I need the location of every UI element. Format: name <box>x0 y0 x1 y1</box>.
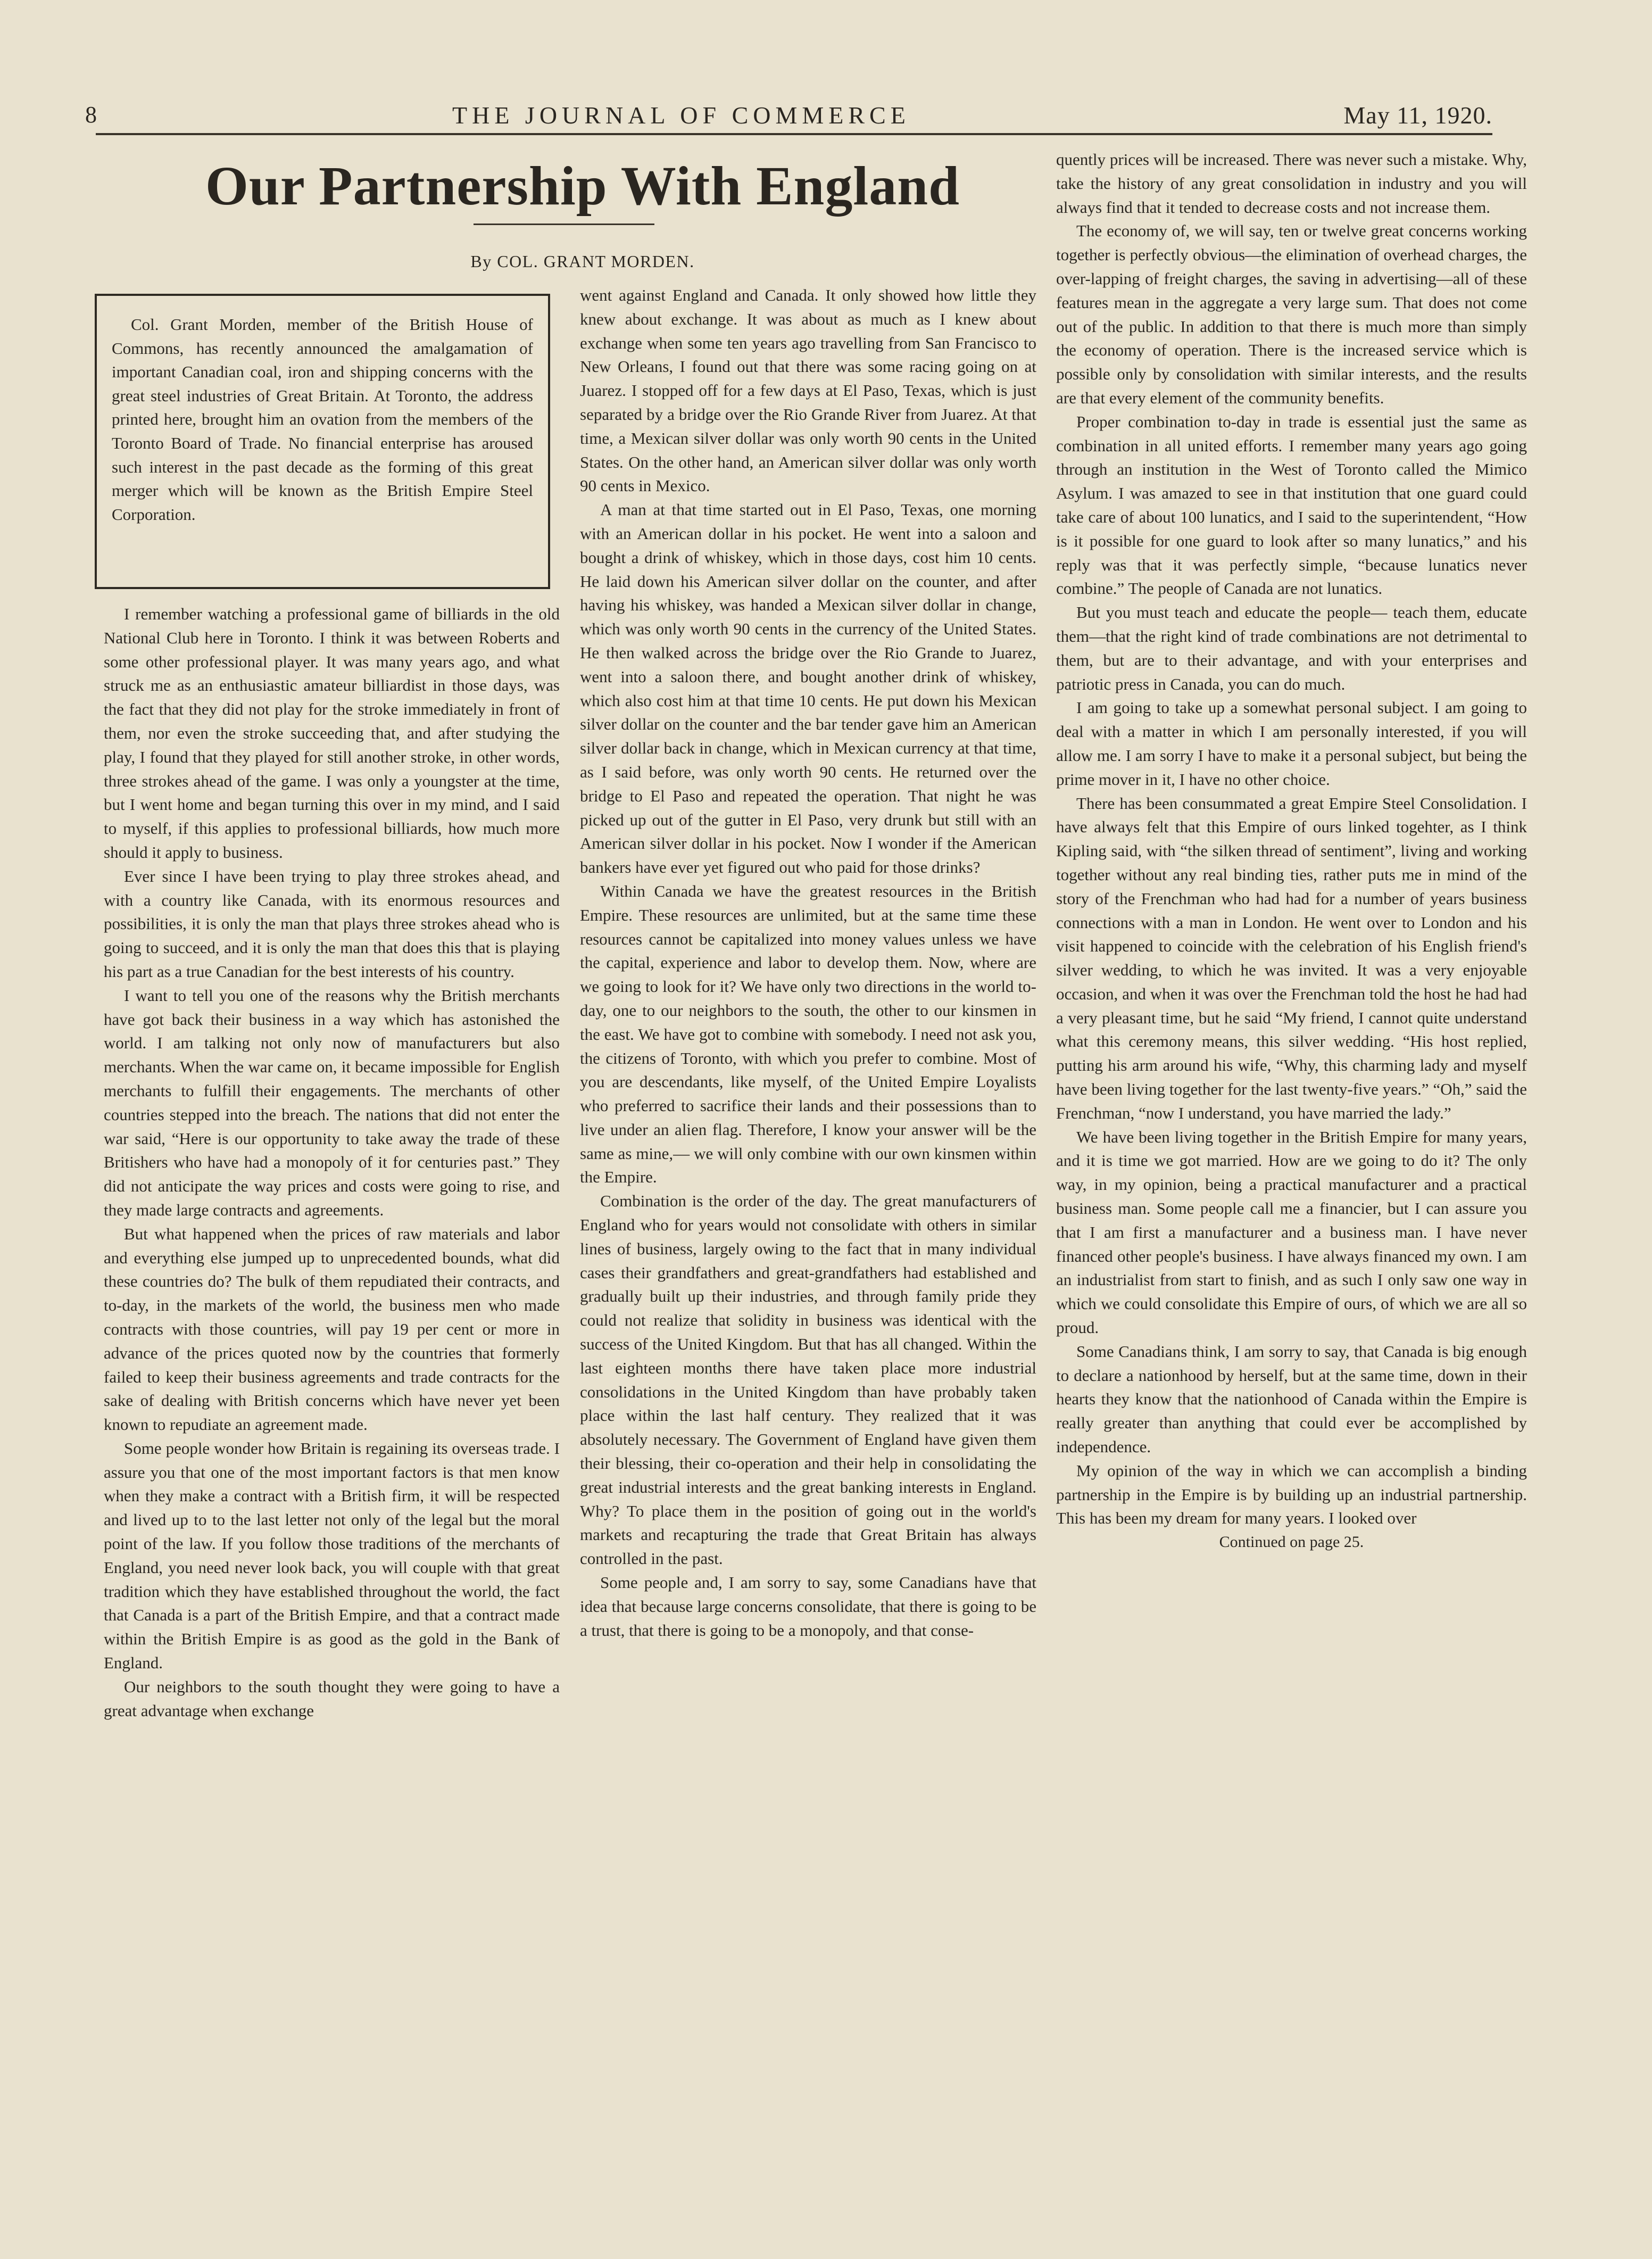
paragraph: My opinion of the way in which we can accomplish a binding partnership in the Empire is by building up an industrial partnership. This has been my dream for many years. I looked over <box>1056 1461 1527 1528</box>
header-rule <box>96 133 1492 135</box>
paragraph: Our neighbors to the south thought they were going to have a great advantage when exchange <box>104 1677 560 1720</box>
issue-date: May 11, 1920. <box>1343 102 1492 129</box>
paragraph: quently prices will be increased. There was never such a mistake. Why, take the history of any great consolidation in industry and you will always find that it tended to decrease costs and not increase them. <box>1056 150 1527 217</box>
paragraph: Some people and, I am sorry to say, some Canadians have that idea that because large concerns consolidate, that there is going to be a trust, that there is going to be a monopoly, and that conse- <box>580 1573 1036 1640</box>
article-title: Our Partnership With England <box>205 155 960 217</box>
journal-title: THE JOURNAL OF COMMERCE <box>452 102 910 129</box>
paragraph: I remember watching a professional game of billiards in the old National Club here in Toronto. I think it was between Roberts and some other professional player. It was many years ago, and what struck me as an enthusiastic amateur billiardist in those days, was the fact that they did not play for the stroke immediately in front of them, nor even the stroke succeeding that, and after studying the play, I found that they played for still another stroke, in other words, three strokes ahead of the game. I was only a youngster at the time, but I went home and began turning this over in my mind, and I said to myself, if this applies to professional billiards, how much more should it apply to business. <box>104 605 560 862</box>
paragraph: A man at that time started out in El Paso, Texas, one morning with an American dollar in his pocket. He went into a saloon and bought a drink of whiskey, which in those days, cost him 10 cents. He laid down his American silver dollar on the counter, and after having his whiskey, was handed a Mexican silver dollar in change, which was only worth 90 cents in the currency of the United States. He then walked across the bridge over the Rio Grande to Juarez, went into a saloon there, and bought another drink of whiskey, which also cost him at that time 10 cents. He put down his Mexican silver dollar on the counter and the bar tender gave him an American silver dollar back in change, which in Mexican currency at that time, as I said before, was only worth 90 cents. He returned over the bridge to El Paso and repeated the operation. That night he was picked up out of the gutter in El Paso, very drunk but still with an American silver dollar in his pocket. Now I wonder if the American bankers have ever yet figured out who paid for those drinks? <box>580 500 1036 877</box>
intro-box <box>95 294 550 589</box>
paragraph: But you must teach and educate the people— teach them, educate them—that the right kind of trade combinations are not detrimental to them, but are to their advantage, and with your enterprises and patriotic press in Canada, you can do much. <box>1056 603 1527 693</box>
paragraph: The economy of, we will say, ten or twelve great concerns working together is perfectly obvious—the elimination of overhead charges, the over-lapping of freight charges, the saving in advertising—all of these features mean in the aggregate a very large sum. That does not come out of the public. In addition to that there is much more than simply the economy of operation. There is the increased service which is possible only by consolidation with similar interests, and the results are that every element of the community benefits. <box>1056 221 1527 407</box>
title-rule <box>474 224 654 225</box>
column-2 <box>580 284 1036 1642</box>
paragraph: Proper combination to-day in trade is essential just the same as combination in all united efforts. I remember many years ago going through an institution in the West of Toronto called the Mimico Asylum. I was amazed to see in that institution that one guard could take care of about 100 lunatics, and I said to the superintendent, “How is it possible for one guard to look after so many lunatics,” and his reply was that it was perfectly simple, “because lunatics never combine.” The people of Canada are not lunatics. <box>1056 412 1527 598</box>
paragraph: Within Canada we have the greatest resources in the British Empire. These resources are unlimited, but at the same time these resources cannot be capitalized into money values unless we have the capital, experience and labor to develop them. Now, where are we going to look for it? We have only two directions in the world to-day, one to our neighbors to the south, the other to our kinsmen in the east. We have got to combine with somebody. I need not ask you, the citizens of Toronto, with which you prefer to combine. Most of you are descendants, like myself, of the United Empire Loyalists who preferred to sacrifice their lands and their possessions than to live under an alien flag. Therefore, I know your answer will be the same as mine,— we will only combine with our own kinsmen within the Empire. <box>580 881 1036 1187</box>
paragraph: went against England and Canada. It only showed how little they knew about exchange. It was about as much as I knew about exchange when some ten years ago travelling from San Francisco to New Orleans, I found out that there was some racing going on at Juarez. I stopped off for a few days at El Paso, Texas, which is just separated by a bridge over the Rio Grande River from Juarez. At that time, a Mexican silver dollar was only worth 90 cents in the United States. On the other hand, an American silver dollar was only worth 90 cents in Mexico. <box>580 286 1036 495</box>
column-1 <box>104 602 560 1723</box>
paragraph: I am going to take up a somewhat personal subject. I am going to deal with a matter in which I am personally interested, if you will allow me. I am sorry I have to make it a personal subject, but being the prime mover in it, I have no other choice. <box>1056 698 1527 789</box>
paragraph: Some people wonder how Britain is regaining its overseas trade. I assure you that one of the most important factors is that men know when they make a contract with a British firm, it will be respected and lived up to to the last letter not only of the legal but the moral point of the law. If you follow those traditions of the merchants of England, you need never look back, you will couple with that great tradition which they have established throughout the world, the fact that Canada is a part of the British Empire, and that a contract made within the British Empire is as good as the gold in the Bank of England. <box>104 1438 560 1673</box>
byline: By COL. GRANT MORDEN. <box>470 252 695 271</box>
intro-text: Col. Grant Morden, member of the British House of Commons, has recently announced the amalgamation of important Canadian coal, iron and shipping concerns with the great steel industries of Great Britain. At Toronto, the address printed here, brought him an ovation from the members of the Toronto Board of Trade. No financial enterprise has aroused such interest in the past decade as the forming of this great merger which will be known as the British Empire Steel Corporation. <box>112 315 533 524</box>
continued-note: Continued on page 25. <box>1219 1533 1364 1551</box>
paragraph: We have been living together in the British Empire for many years, and it is time we got married. How are we going to do it? The only way, in my opinion, being a practical manufacturer and a practical business man. Some people call me a financier, but I can assure you that I am first a manufacturer and a business man. I have never financed other people's business. I have always financed my own. I am an industrialist from start to finish, and as such I only saw one way in which we could consolidate this Empire of ours, of which we are all so proud. <box>1056 1127 1527 1337</box>
paragraph: But what happened when the prices of raw materials and labor and everything else jumped up to unprecedented bounds, what did these countries do? The bulk of them repudiated their contracts, and to-day, in the markets of the world, the business men who made contracts with those countries, will pay 19 per cent or more in advance of the prices quoted now by the countries that formerly failed to keep their business agreements and trade contracts for the sake of dealing with British concerns which have never yet been known to repudiate an agreement made. <box>104 1224 560 1434</box>
page-number: 8 <box>85 102 98 128</box>
paragraph: Ever since I have been trying to play three strokes ahead, and with a country like Canada, with its enormous resources and possibilities, it is only the man that plays three strokes ahead who is going to succeed, and it is only the man that does this that is playing his part as a true Canadian for the best interests of his country. <box>104 866 560 981</box>
column-3 <box>1056 148 1527 1554</box>
paragraph: I want to tell you one of the reasons why the British merchants have got back their business in a way which has astonished the world. I am talking not only now of manufacturers but also merchants. When the war came on, it became impossible for English merchants to fulfill their engagements. The merchants of other countries stepped into the breach. The nations that did not enter the war said, “Here is our opportunity to take away the trade of these Britishers who have had a monopoly of it for centuries past.” They did not anticipate the way prices and costs were going to rise, and they made large contracts and agreements. <box>104 986 560 1219</box>
paragraph: Combination is the order of the day. The great manufacturers of England who for years would not consolidate with others in similar lines of business, largely owing to the fact that in many individual cases their grandfathers and great-grandfathers had established and gradually built up their industries, and through family pride they could not realize that solidity in business was identical with the success of the United Kingdom. But that has all changed. Within the last eighteen months there have taken place more industrial consolidations in the United Kingdom than have probably taken place within the last half century. They realized that it was absolutely necessary. The Government of England have given them their blessing, their co-operation and their help in consolidating the great industrial interests and the great banking interests in England. Why? To place them in the position of going out in the world's markets and recapturing the trade that Great Britain has always controlled in the past. <box>580 1191 1036 1568</box>
paragraph: There has been consummated a great Empire Steel Consolidation. I have always felt that this Empire of ours linked togehter, as I think Kipling said, with “the silken thread of sentiment”, living and working together without any real binding ties, rather puts me in mind of the story of the Frenchman who had had for a number of years business connections with a man in London. He went over to London and his visit happened to coincide with the celebration of his English friend's silver wedding, to which he was invited. It was a very enjoyable occasion, and when it was over the Frenchman told the host he had had a very pleasant time, but he said “My friend, I cannot quite understand what this ceremony means, this silver wedding. “His host replied, putting his arm around his wife, “Why, this charming lady and myself have been living together for the last twenty-five years.” “Oh,” said the Frenchman, “now I understand, you have married the lady.” <box>1056 793 1527 1122</box>
paragraph: Some Canadians think, I am sorry to say, that Canada is big enough to declare a nationhood by herself, but at the same time, down in their hearts they know that the nationhood of Canada within the Empire is really greater than anything that could ever be accomplished by independence. <box>1056 1342 1527 1457</box>
